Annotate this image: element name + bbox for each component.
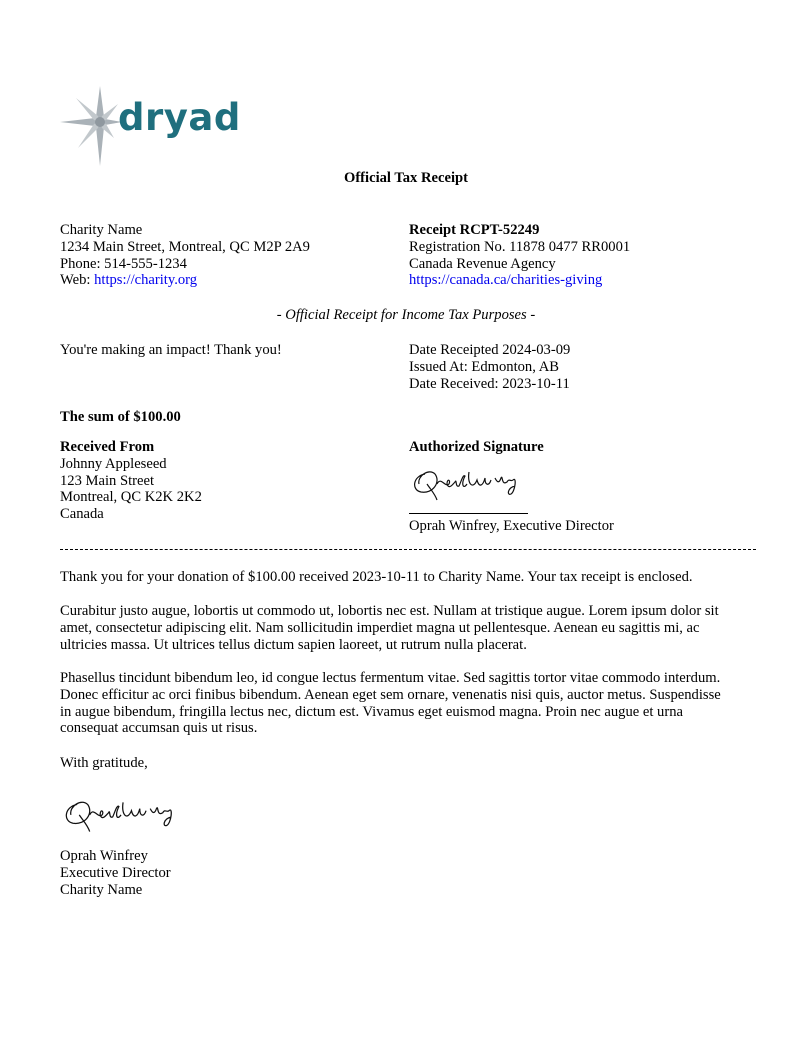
registration-number: Registration No. 11878 0477 RR0001 (409, 238, 631, 255)
letter-signature-image (62, 794, 180, 842)
donor-city: Montreal, QC K2K 2K2 (60, 489, 202, 506)
signer-name: Oprah Winfrey (60, 848, 148, 864)
authorized-signature-heading: Authorized Signature (409, 439, 544, 455)
charity-web-link[interactable]: https://charity.org (94, 272, 198, 289)
receipt-dates (409, 342, 570, 392)
letter-intro: Thank you for your donation of $100.00 received 2023-10-11 to Charity Name. Your tax receipt is enclosed. (60, 569, 693, 585)
paragraph-line: in augue bibendum, fringilla lectus nec, dictum est. Vivamus eget euismod magna. Proin nec augue et urna (60, 703, 683, 720)
paragraph-line: Phasellus tincidunt bibendum leo, id congue lectus fermentum vitae. Sed sagittis tortor vitae commodo interdum. (60, 670, 721, 686)
issued-at: Issued At: Edmonton, AB (409, 358, 559, 375)
signer-org: Charity Name (60, 881, 143, 898)
received-from (60, 439, 202, 523)
authorized-signature-image (411, 464, 523, 510)
received-from-heading: Received From (60, 439, 155, 455)
date-received: Date Received: 2023-10-11 (409, 375, 570, 392)
thanks-line: You're making an impact! Thank you! (60, 342, 282, 358)
charity-info (60, 222, 310, 289)
paragraph-line: consequat accumsan quis ut risus. (60, 720, 258, 737)
receipt-info (409, 222, 630, 289)
letter-paragraph-1 (60, 603, 719, 653)
charity-web-label: Web: (60, 272, 91, 289)
charity-web (60, 272, 310, 289)
charity-name: Charity Name (60, 222, 143, 238)
donor-country: Canada (60, 506, 104, 523)
logo-wordmark: dryad (118, 96, 241, 139)
receipt-number: Receipt RCPT-52249 (409, 222, 540, 238)
charity-phone: Phone: 514-555-1234 (60, 255, 187, 272)
paragraph-line: ultricies massa. Ut ultrices tellus dictum sapien laoreet, ut rutrum nulla placerat. (60, 636, 527, 653)
agency-link[interactable]: https://canada.ca/charities-giving (409, 272, 603, 289)
page-title: Official Tax Receipt (343, 170, 469, 186)
charity-address: 1234 Main Street, Montreal, QC M2P 2A9 (60, 238, 310, 255)
dashed-divider (60, 549, 756, 550)
receipt-tagline: - Official Receipt for Income Tax Purposes - (276, 307, 536, 323)
letter-paragraph-2 (60, 670, 721, 737)
closing: With gratitude, (60, 755, 148, 771)
donor-name: Johnny Appleseed (60, 455, 167, 472)
donor-street: 123 Main Street (60, 472, 155, 489)
paragraph-line: Donec efficitur ac orci finibus bibendum. Aenean eget sem ornare, venenatis nisi quis, auctor metus. Suspendisse (60, 686, 721, 703)
signer-block (60, 848, 171, 898)
donation-sum: The sum of $100.00 (60, 409, 181, 425)
date-receipted: Date Receipted 2024-03-09 (409, 342, 571, 358)
paragraph-line: Curabitur justo augue, lobortis ut commodo ut, lobortis nec est. Nullam at tristique augue. Lorem ipsum dolor sit (60, 603, 719, 619)
agency-name: Canada Revenue Agency (409, 255, 556, 272)
signature-line (409, 513, 528, 514)
signatory-name: Oprah Winfrey, Executive Director (409, 518, 614, 534)
paragraph-line: amet, consectetur adipiscing elit. Nam sollicitudin imperdiet magna ut pellentesque. Aenean eu sagittis mi, ac (60, 619, 700, 636)
signer-title: Executive Director (60, 864, 171, 881)
